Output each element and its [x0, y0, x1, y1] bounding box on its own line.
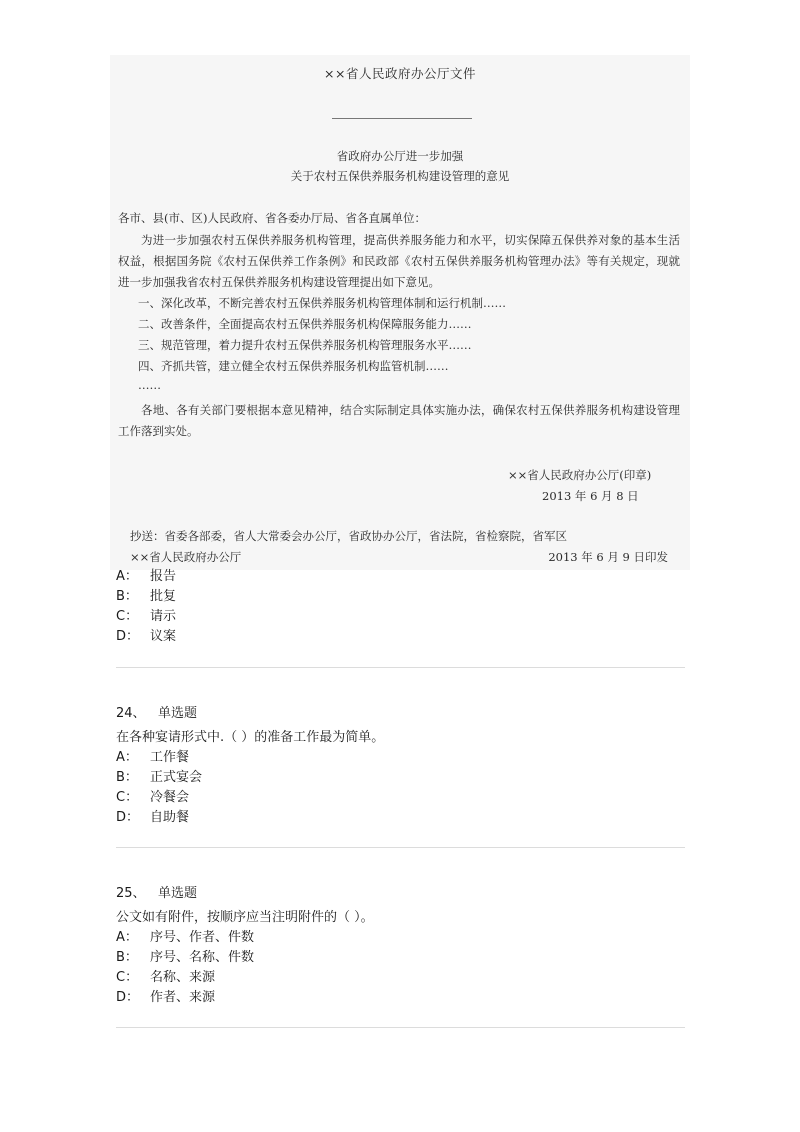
document-title-line1: 省政府办公厅进一步加强	[336, 149, 464, 163]
issuer: ××省人民政府办公厅	[130, 550, 242, 564]
option-text: 工作餐	[150, 750, 190, 765]
option-letter: C：	[116, 970, 139, 985]
question-number: 24、	[116, 706, 146, 721]
document-item: 四、齐抓共管，建立健全农村五保供养服务机构监管机制……	[138, 359, 449, 373]
option-text: 报告	[150, 569, 177, 584]
document-ellipsis: ……	[138, 378, 161, 392]
option-text: 议案	[150, 629, 177, 644]
question-divider	[116, 667, 685, 668]
option-text: 序号、名称、件数	[150, 950, 255, 965]
document-item: 一、深化改革，不断完善农村五保供养服务机构管理体制和运行机制……	[138, 296, 506, 310]
option-letter: C：	[116, 790, 139, 805]
q25-option-c	[116, 968, 215, 988]
document-paragraph: 各地、各有关部门要根据本意见精神，结合实际制定具体实施办法，确保农村五保供养服务机构建设管理工作落到实处。	[118, 403, 680, 438]
q24-stem: 在各种宴请形式中.（ ）的准备工作最为简单。	[116, 730, 385, 745]
document-addressee: 各市、县(市、区)人民政府、省各委办厅局、省各直属单位：	[118, 211, 426, 225]
signature-office: ××省人民政府办公厅(印章)	[508, 468, 652, 482]
cc-line: 抄送：省委各部委，省人大常委会办公厅，省政协办公厅，省法院，省检察院，省军区	[130, 529, 567, 543]
option-letter: B：	[116, 950, 138, 965]
option-letter: A：	[116, 750, 138, 765]
q25-header	[116, 884, 197, 904]
q23-option-c	[116, 607, 176, 627]
option-text: 冷餐会	[150, 790, 190, 805]
document-paragraph: 为进一步加强农村五保供养服务机构管理，提高供养服务能力和水平，切实保障五保供养对象的基本生活权益，根据国务院《农村五保供养工作条例》和民政部《农村五保供养服务机构管理办法》等有关规定，现就进一步加强我省农村五保供养服务机构建设管理提出如下意见。	[118, 233, 680, 289]
document-item: 二、改善条件，全面提高农村五保供养服务机构保障服务能力……	[138, 317, 472, 331]
option-letter: B：	[116, 770, 138, 785]
question-divider	[116, 1027, 685, 1028]
option-text: 自助餐	[150, 810, 190, 825]
option-letter: A：	[116, 569, 138, 584]
option-text: 批复	[150, 589, 177, 604]
issue-date: 2013 年 6 月 9 日印发	[548, 550, 668, 564]
option-text: 序号、作者、件数	[150, 930, 255, 945]
q23-option-d	[116, 627, 176, 647]
scanned-document	[110, 55, 690, 570]
document-title-line2: 关于农村五保供养服务机构建设管理的意见	[290, 169, 510, 183]
option-text: 名称、来源	[150, 970, 216, 985]
option-letter: A：	[116, 930, 138, 945]
option-letter: B：	[116, 589, 138, 604]
q23-option-a	[116, 567, 176, 587]
q24-option-a	[116, 748, 189, 768]
q24-option-d	[116, 808, 189, 828]
option-text: 正式宴会	[150, 770, 203, 785]
document-header: ××省人民政府办公厅文件	[324, 66, 476, 81]
q24-option-c	[116, 788, 189, 808]
document-item: 三、规范管理，着力提升农村五保供养服务机构管理服务水平……	[138, 338, 472, 352]
option-letter: D：	[116, 810, 140, 825]
question-type: 单选题	[158, 706, 198, 721]
q24-option-b	[116, 768, 202, 788]
question-type: 单选题	[158, 886, 198, 901]
q25-option-d	[116, 988, 215, 1008]
q25-stem: 公文如有附件，按顺序应当注明附件的（ ）。	[116, 910, 374, 925]
option-text: 请示	[150, 609, 177, 624]
header-divider	[332, 118, 472, 119]
q24-header	[116, 704, 197, 724]
q25-option-a	[116, 928, 254, 948]
option-text: 作者、来源	[150, 990, 216, 1005]
option-letter: D：	[116, 629, 140, 644]
signature-date: 2013 年 6 月 8 日	[542, 489, 639, 503]
q25-option-b	[116, 948, 254, 968]
option-letter: D：	[116, 990, 140, 1005]
question-number: 25、	[116, 886, 146, 901]
option-letter: C：	[116, 609, 139, 624]
q23-option-b	[116, 587, 176, 607]
question-divider	[116, 847, 685, 848]
